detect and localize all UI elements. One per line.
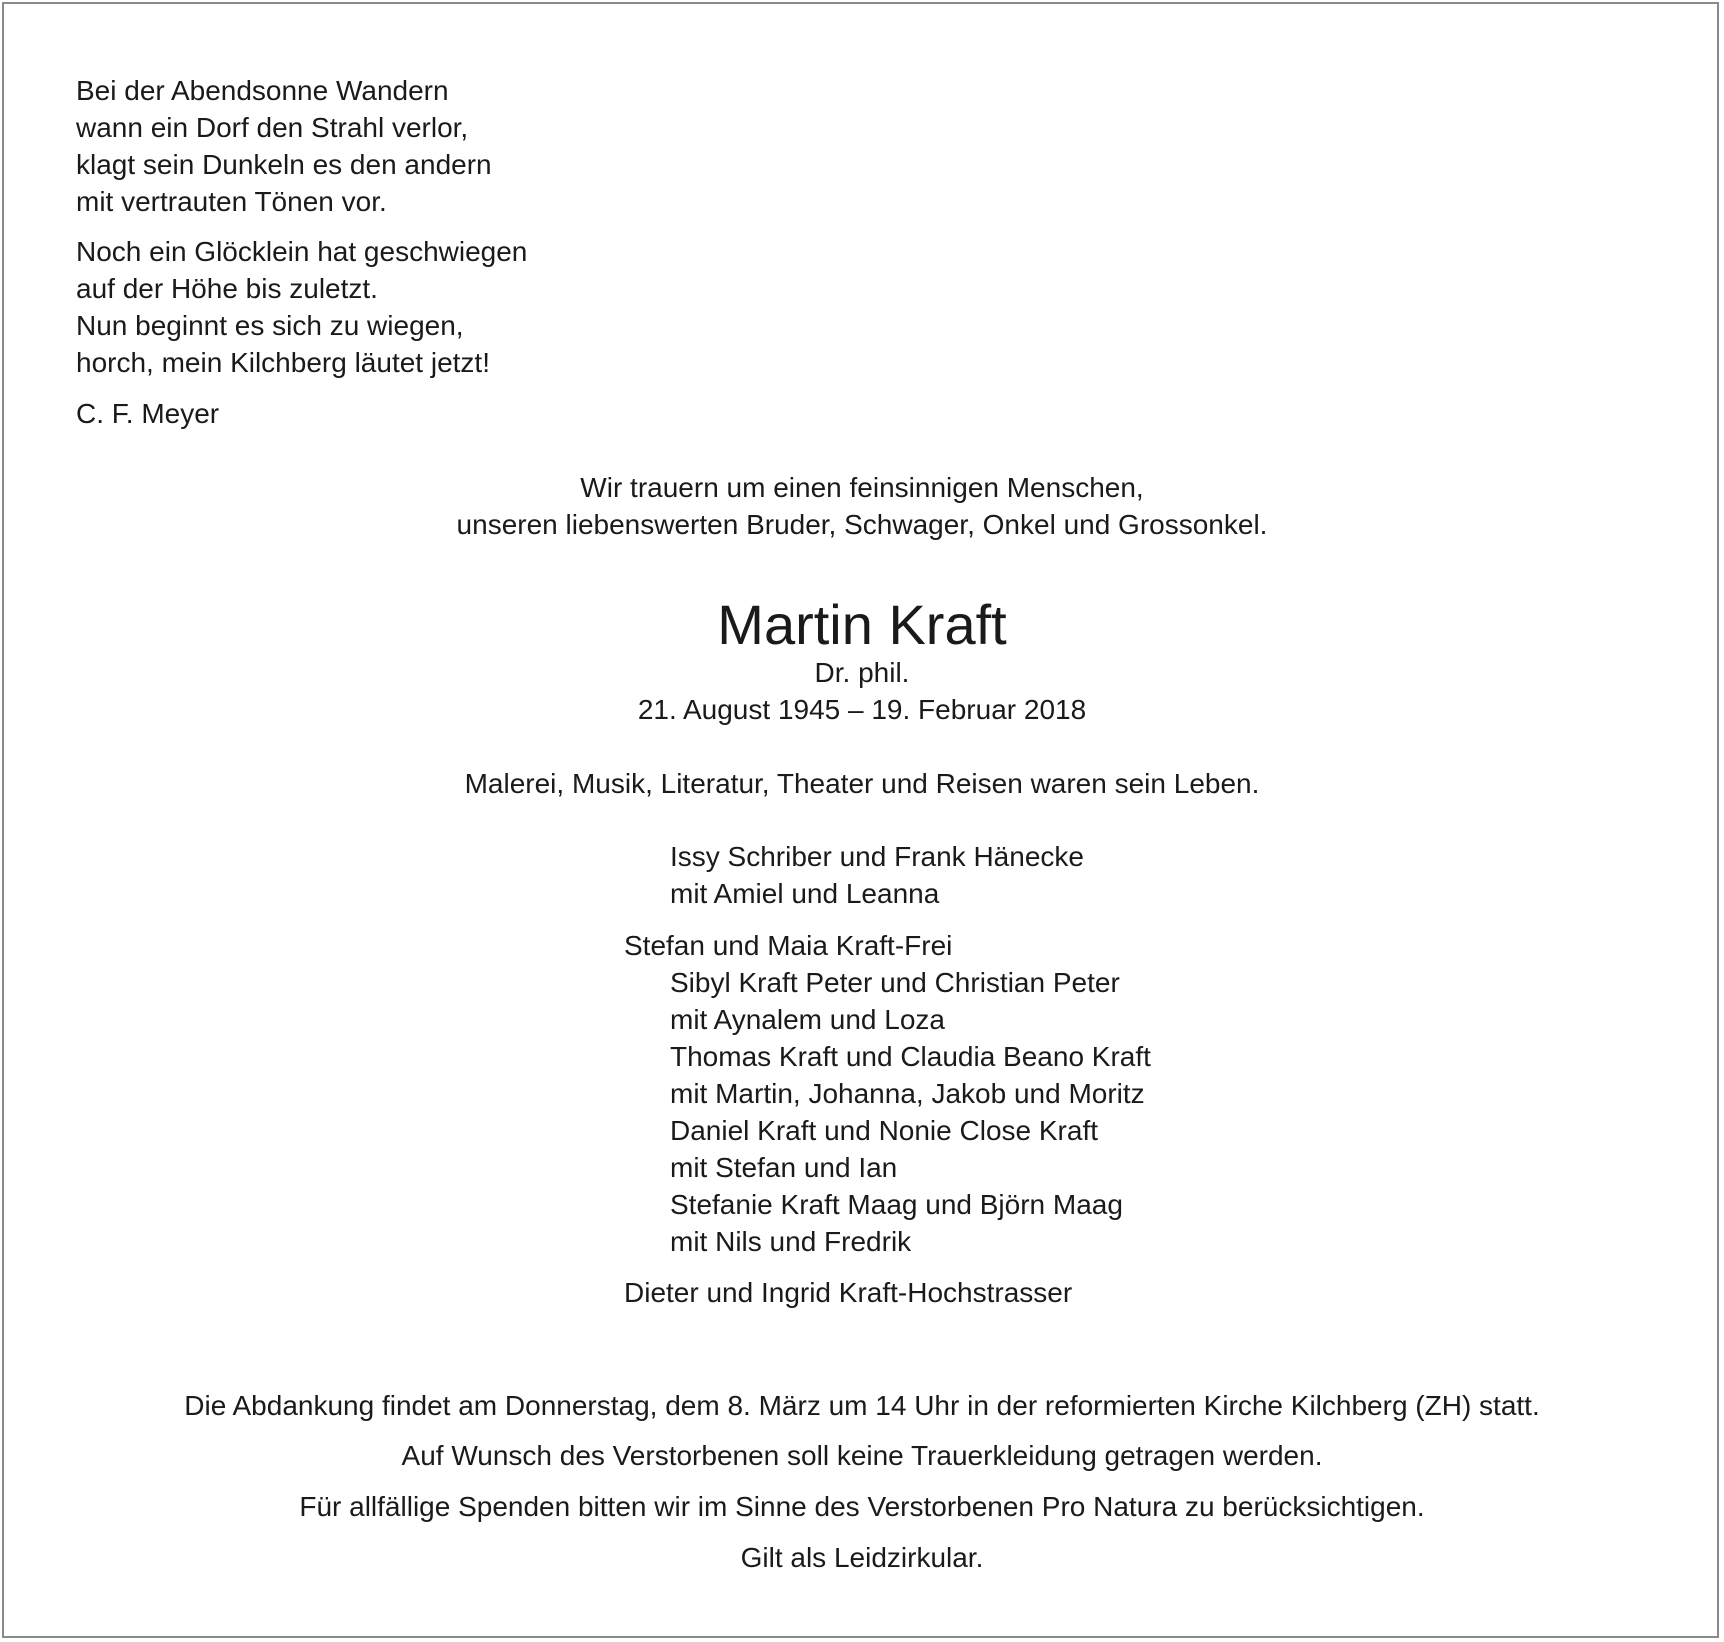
poem-line: Nun beginnt es sich zu wiegen,	[76, 310, 464, 341]
mourner-line: mit Nils und Fredrik	[670, 1226, 912, 1257]
mourner-line: Stefanie Kraft Maag und Björn Maag	[670, 1189, 1123, 1220]
mourner-line: Issy Schriber und Frank Hänecke	[670, 841, 1084, 872]
notice-circular: Gilt als Leidzirkular.	[740, 1542, 984, 1573]
poem-line: mit vertrauten Tönen vor.	[76, 186, 387, 217]
poem-line: Noch ein Glöcklein hat geschwiegen	[76, 236, 528, 267]
deceased-name: Martin Kraft	[717, 593, 1007, 656]
poem-line: horch, mein Kilchberg läutet jetzt!	[76, 347, 490, 378]
mourners-group-3-head: Dieter und Ingrid Kraft-Hochstrasser	[624, 1277, 1073, 1308]
mourner-line: Daniel Kraft und Nonie Close Kraft	[670, 1115, 1098, 1146]
mourner-line: mit Amiel und Leanna	[670, 878, 940, 909]
poem-line: klagt sein Dunkeln es den andern	[76, 149, 492, 180]
mourners-group-1	[670, 838, 1084, 912]
notice-ceremony: Die Abdankung findet am Donnerstag, dem 8. März um 14 Uhr in der reformierten Kirche Kilchberg (ZH) statt.	[184, 1390, 1540, 1421]
notice-donations: Für allfällige Spenden bitten wir im Sinne des Verstorbenen Pro Natura zu berücksichtigen.	[299, 1491, 1425, 1522]
mourners-group-2-head: Stefan und Maia Kraft-Frei	[624, 930, 953, 961]
life-motto: Malerei, Musik, Literatur, Theater und Reisen waren sein Leben.	[464, 768, 1260, 799]
poem-author: C. F. Meyer	[76, 398, 220, 429]
mourner-line: Thomas Kraft und Claudia Beano Kraft	[670, 1041, 1151, 1072]
mourner-line: Sibyl Kraft Peter und Christian Peter	[670, 967, 1120, 998]
mourners-group-2	[670, 964, 1151, 1260]
notice-clothing: Auf Wunsch des Verstorbenen soll keine Trauerkleidung getragen werden.	[401, 1440, 1323, 1471]
deceased-title: Dr. phil.	[814, 657, 910, 688]
poem-stanza-2	[76, 233, 527, 381]
deceased-dates: 21. August 1945 – 19. Februar 2018	[637, 694, 1087, 725]
intro-line-1: Wir trauern um einen feinsinnigen Menschen,	[580, 472, 1144, 503]
poem-line: auf der Höhe bis zuletzt.	[76, 273, 378, 304]
poem-line: wann ein Dorf den Strahl verlor,	[76, 112, 469, 143]
mourner-line: mit Aynalem und Loza	[670, 1004, 945, 1035]
poem-line: Bei der Abendsonne Wandern	[76, 75, 449, 106]
mourner-line: mit Martin, Johanna, Jakob und Moritz	[670, 1078, 1145, 1109]
mourner-line: mit Stefan und Ian	[670, 1152, 898, 1183]
intro-line-2: unseren liebenswerten Bruder, Schwager, Onkel und Grossonkel.	[456, 509, 1268, 540]
poem-stanza-1	[76, 72, 492, 220]
